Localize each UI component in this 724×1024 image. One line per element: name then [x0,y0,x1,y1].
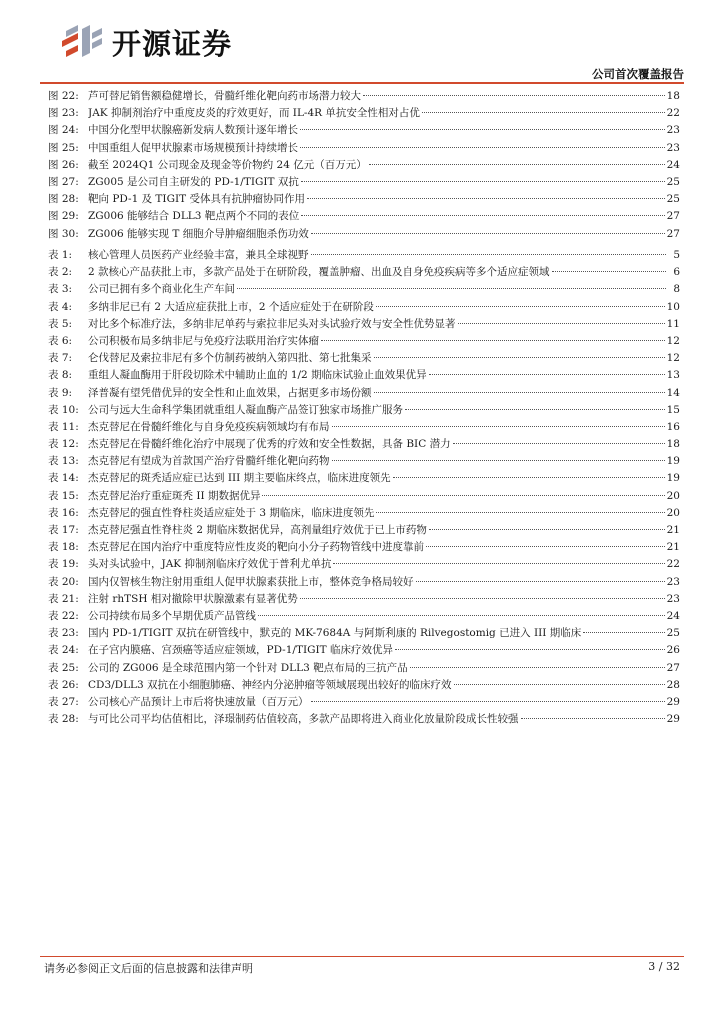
table-page-number: 24 [666,609,680,622]
dot-leader [300,598,665,599]
table-title: 杰克替尼的强直性脊柱炎适应症处于 3 期临床，临床进度领先 [88,506,375,519]
dot-leader [311,254,667,255]
dot-leader [454,684,665,685]
dot-leader [410,667,665,668]
dot-leader [262,495,664,496]
table-number: 表 9: [48,386,73,399]
table-page-number: 16 [666,420,680,433]
table-page-number: 23 [666,575,680,588]
header-divider [40,82,684,84]
figure-page-number: 22 [666,107,680,120]
table-title: 注射 rhTSH 相对撤除甲状腺激素有显著优势 [88,592,298,605]
table-page-number: 29 [666,713,680,726]
table-number: 表 12: [48,438,79,451]
table-entry[interactable] [48,350,680,367]
figure-entry[interactable] [48,88,680,105]
table-page-number: 21 [666,524,680,536]
table-page-number: 19 [666,472,680,485]
table-entry[interactable] [48,556,680,573]
table-number: 表 19: [48,558,79,571]
table-page-number: 12 [666,352,680,365]
figure-title: 芦可替尼销售额稳健增长，骨髓纤维化靶向药市场潜力较大 [88,90,361,102]
logo-text: 开源证券 [112,27,233,61]
figure-page-number: 24 [666,158,680,171]
table-title: 杰克替尼的斑秃适应症已达到 III 期主要临床终点，临床进度领先 [88,472,391,485]
dot-leader [333,563,664,564]
table-entry[interactable] [48,281,680,298]
table-page-number: 8 [673,283,680,296]
figure-entry[interactable] [48,105,680,122]
table-title: 核心管理人员医药产业经验丰富，兼具全球视野 [88,249,309,261]
dot-leader [429,529,665,530]
table-number: 表 5: [48,317,73,330]
table-entry[interactable] [48,642,680,659]
table-entry[interactable] [48,264,680,281]
table-number: 表 14: [48,472,79,485]
figure-title: ZG006 能够结合 DLL3 靶点两个不同的表位 [88,210,300,223]
table-number: 表 1: [48,249,73,261]
table-entry[interactable] [48,419,680,436]
company-logo [58,22,232,63]
table-page-number: 29 [666,695,680,708]
table-page-number: 18 [666,438,680,451]
dot-leader [300,147,665,148]
table-title: 2 款核心产品获批上市，多款产品处于在研阶段，覆盖肿瘤、出血及自身免疫疾病等多个适应症领域 [88,266,550,279]
figure-title: ZG006 能够实现 T 细胞介导肿瘤细胞杀伤功效 [88,227,309,240]
figure-page-number: 27 [666,210,680,223]
figure-number: 图 23: [48,107,79,120]
table-number: 表 3: [48,283,73,296]
report-type-label: 公司首次覆盖报告 [592,67,684,81]
figure-entry[interactable] [48,122,680,139]
table-number: 表 11: [48,420,79,433]
logo-mark-icon [58,23,106,63]
figure-page-number: 23 [666,124,680,137]
dot-leader [376,512,664,513]
table-entry[interactable] [48,385,680,402]
table-page-number: 19 [666,455,680,468]
table-title: 公司核心产品预计上市后将快速放量（百万元） [88,695,309,708]
table-page-number: 22 [666,558,680,571]
table-page-number: 15 [666,403,680,416]
dot-leader [521,718,665,719]
table-number: 表 22: [48,609,79,622]
table-entry[interactable] [48,333,680,350]
table-title: 公司已拥有多个商业化生产车间 [88,283,235,296]
dot-leader [307,198,665,199]
table-title: 在子宫内膜癌、宫颈癌等适应症领域，PD-1/TIGIT 临床疗效优异 [88,644,393,657]
figure-number: 图 26: [48,158,79,171]
figure-page-number: 25 [666,175,680,188]
table-title: 泽普凝有望凭借优异的安全性和止血效果，占据更多市场份额 [88,386,372,399]
figure-entry[interactable] [48,174,680,191]
figure-page-number: 25 [666,193,680,206]
figure-entry[interactable] [48,191,680,208]
table-number: 表 16: [48,506,79,519]
figure-number: 图 24: [48,124,79,137]
figure-number: 图 22: [48,90,79,102]
table-number: 表 8: [48,369,73,382]
figure-title: 中国重组人促甲状腺素市场规模预计持续增长 [88,141,298,154]
dot-leader [332,426,665,427]
table-number: 表 17: [48,524,79,536]
table-entry[interactable] [48,402,680,419]
page-header [0,0,724,84]
figure-number: 图 25: [48,141,79,154]
table-entry[interactable] [48,608,680,625]
table-page-number: 20 [666,489,680,502]
table-page-number: 5 [673,249,680,261]
table-number: 表 20: [48,575,79,588]
dot-leader [376,306,665,307]
table-title: 杰克替尼在骨髓纤维化治疗中展现了优秀的疗效和安全性数据，具备 BIC 潜力 [88,438,451,451]
dot-leader [393,477,665,478]
table-number: 表 23: [48,627,79,640]
table-title: 国内仅智核生物注射用重组人促甲状腺素获批上市，整体竞争格局较好 [88,575,414,588]
dot-leader [422,112,665,113]
table-title: CD3/DLL3 双抗在小细胞肺癌、神经内分泌肿瘤等领域展现出较好的临床疗效 [88,678,452,691]
dot-leader [363,95,665,96]
figure-number: 图 27: [48,175,79,188]
table-title: 公司的 ZG006 是全球范围内第一个针对 DLL3 靶点布局的三抗产品 [88,661,408,674]
table-title: 重组人凝血酶用于肝段切除术中辅助止血的 1/2 期临床试验止血效果优异 [88,369,427,382]
table-page-number: 6 [673,266,680,279]
figure-title: JAK 抑制剂治疗中重度皮炎的疗效更好，而 IL-4R 单抗安全性相对占优 [88,107,420,120]
dot-leader [458,323,665,324]
page-number: 3 / 32 [648,960,680,973]
table-entry[interactable] [48,505,680,522]
table-page-number: 11 [666,317,680,330]
table-title: 仑伐替尼及索拉非尼有多个仿制药被纳入第四批、第七批集采 [88,352,372,365]
table-title: 公司积极布局多纳非尼与免疫疗法联用治疗实体瘤 [88,334,319,347]
figure-entry[interactable] [48,140,680,157]
table-page-number: 12 [666,334,680,347]
table-page-number: 26 [666,644,680,657]
table-title: 杰克替尼有望成为首款国产治疗骨髓纤维化靶向药物 [88,455,330,468]
dot-leader [321,340,665,341]
table-page-number: 25 [666,627,680,640]
table-entry[interactable] [48,436,680,453]
table-title: 国内 PD-1/TIGIT 双抗在研管线中，默克的 MK-7684A 与阿斯利康的 Rilvegostomig 已进入 III 期临床 [88,627,582,640]
table-entry[interactable] [48,711,680,728]
table-entry[interactable] [48,299,680,316]
figure-title: 靶向 PD-1 及 TIGIT 受体具有抗肿瘤协同作用 [88,193,305,206]
figure-number: 图 29: [48,210,79,223]
dot-leader [332,460,665,461]
disclaimer-text: 请务必参阅正文后面的信息披露和法律声明 [44,962,253,975]
dot-leader [258,615,665,616]
table-title: 对比多个标准疗法，多纳非尼单药与索拉非尼头对头试验疗效与安全性优势显著 [88,317,456,330]
table-number: 表 7: [48,352,73,365]
dot-leader [369,164,665,165]
figure-entry[interactable] [48,157,680,174]
table-entry[interactable] [48,539,680,556]
table-number: 表 13: [48,455,79,468]
table-entry[interactable] [48,316,680,333]
table-number: 表 24: [48,644,79,657]
dot-leader [374,392,665,393]
table-page-number: 28 [666,678,680,691]
table-number: 表 15: [48,489,79,502]
figure-title: 截至 2024Q1 公司现金及现金等价物约 24 亿元（百万元） [88,158,367,171]
dot-leader [300,129,665,130]
dot-leader [429,374,665,375]
table-entry[interactable] [48,625,680,642]
dot-leader [395,649,665,650]
figure-entry[interactable] [48,208,680,225]
table-entry[interactable] [48,694,680,711]
table-title: 杰克替尼治疗重症斑秃 II 期数据优异 [88,489,261,502]
table-title: 公司与远大生命科学集团就重组人凝血酶产品签订独家市场推广服务 [88,403,403,416]
table-entry[interactable] [48,660,680,677]
figure-title: ZG005 是公司自主研发的 PD-1/TIGIT 双抗 [88,175,299,188]
table-page-number: 10 [666,300,680,313]
table-entry[interactable] [48,591,680,608]
table-title: 杰克替尼在骨髓纤维化与自身免疫疾病领域均有布局 [88,420,330,433]
footer-divider [40,956,684,957]
dot-leader [301,215,664,216]
figure-entry[interactable] [48,226,680,243]
table-entry[interactable] [48,677,680,694]
figure-page-number: 18 [666,90,680,102]
dot-leader [311,233,665,234]
table-entry[interactable] [48,453,680,470]
table-title: 杰克替尼强直性脊柱炎 2 期临床数据优异，高剂量组疗效优于已上市药物 [88,524,427,536]
table-title: 多纳非尼已有 2 大适应症获批上市，2 个适应症处于在研阶段 [88,300,374,313]
figure-page-number: 23 [666,141,680,154]
table-number: 表 26: [48,678,79,691]
dot-leader [237,288,666,289]
table-page-number: 14 [666,386,680,399]
dot-leader [552,271,666,272]
dot-leader [374,357,665,358]
table-entry[interactable] [48,367,680,384]
figure-page-number: 27 [666,227,680,240]
table-entry[interactable] [48,522,680,539]
table-entry[interactable] [48,574,680,591]
table-number: 表 6: [48,334,73,347]
table-number: 表 28: [48,713,79,726]
table-title: 头对头试验中，JAK 抑制剂临床疗效优于普利尤单抗 [88,558,332,571]
table-title: 公司持续布局多个早期优质产品管线 [88,609,256,622]
table-number: 表 2: [48,266,73,279]
table-number: 表 25: [48,661,79,674]
dot-leader [301,181,665,182]
figure-title: 中国分化型甲状腺癌新发病人数预计逐年增长 [88,124,298,137]
figure-number: 图 30: [48,227,79,240]
table-title: 与可比公司平均估值相比，泽璟制药估值较高，多款产品即将进入商业化放量阶段成长性较强 [88,713,519,726]
dot-leader [426,546,665,547]
table-number: 表 18: [48,541,79,554]
figure-number: 图 28: [48,193,79,206]
table-index [48,247,680,728]
table-number: 表 4: [48,300,73,313]
dot-leader [405,409,665,410]
dot-leader [311,701,665,702]
table-number: 表 27: [48,695,79,708]
dot-leader [453,443,665,444]
table-title: 杰克替尼在国内治疗中重度特应性皮炎的靶向小分子药物管线中进度靠前 [88,541,424,554]
table-number: 表 10: [48,403,79,416]
figure-index [48,88,680,243]
table-number: 表 21: [48,592,79,605]
table-page-number: 20 [666,506,680,519]
table-page-number: 23 [666,592,680,605]
table-entry[interactable] [48,470,680,487]
table-entry[interactable] [48,488,680,505]
table-entry[interactable] [48,247,680,264]
dot-leader [583,632,664,633]
dot-leader [416,581,665,582]
table-page-number: 13 [666,369,680,382]
table-page-number: 27 [666,661,680,674]
table-page-number: 21 [666,541,680,554]
